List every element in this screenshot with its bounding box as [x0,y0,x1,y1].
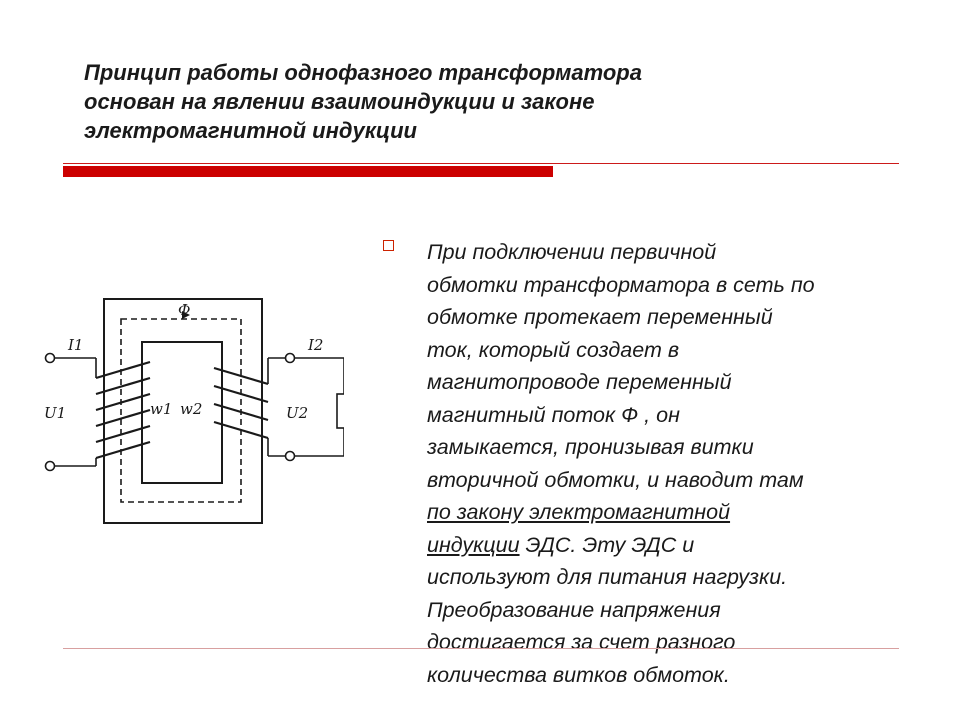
slide-title [84,58,884,145]
primary-terminal-bottom [46,462,55,471]
flux-label: Ф [178,301,191,319]
bullet-line: используют для питания нагрузки. [427,565,788,589]
law-link-line[interactable]: по закону электромагнитной [427,500,731,524]
bullet-line: При подключении первичной [427,240,717,264]
title-line: электромагнитной индукции [84,118,417,143]
bullet-line-rest: ЭДС. Эту ЭДС и [519,532,695,557]
w1-label: w1 [150,400,173,418]
primary-terminal-top [46,354,55,363]
bullet-line: магнитопроводе переменный [427,370,732,394]
bullet-text [427,236,927,691]
secondary-terminal-top [286,354,295,363]
bullet-line [427,529,927,562]
title-divider-thin [63,163,899,164]
law-link-word[interactable]: индукции [427,532,520,557]
title-divider-thick [63,166,553,177]
hollow-square-bullet-icon [383,240,394,251]
u1-label: U1 [44,404,67,422]
bullet-line: обмотки трансформатора в сеть по [427,272,815,297]
load-resistor [337,394,344,428]
bullet-line: вторичной обмотки, и наводит там [427,467,804,492]
bullet-line: обмотке протекает переменный [427,305,773,329]
u2-label: U2 [286,404,309,422]
bullet-line: ток, который создает в [427,337,680,362]
title-line: основан на явлении взаимоиндукции и законе [84,89,595,114]
i2-label: I2 [308,336,324,354]
title-line: Принцип работы однофазного трансформатора [84,60,642,85]
bullet-line: магнитный поток Ф , он [427,402,680,427]
bullet-line: достигается за счет разного [427,630,736,654]
bullet-line: количества витков обмоток. [427,662,730,687]
w2-label: w2 [180,400,203,418]
i1-label: I1 [68,336,84,354]
transformer-diagram [32,282,344,530]
secondary-terminal-bottom [286,452,295,461]
bullet-line: замыкается, пронизывая витки [427,435,754,459]
bullet-line: Преобразование напряжения [427,597,721,622]
bottom-divider [63,648,899,649]
